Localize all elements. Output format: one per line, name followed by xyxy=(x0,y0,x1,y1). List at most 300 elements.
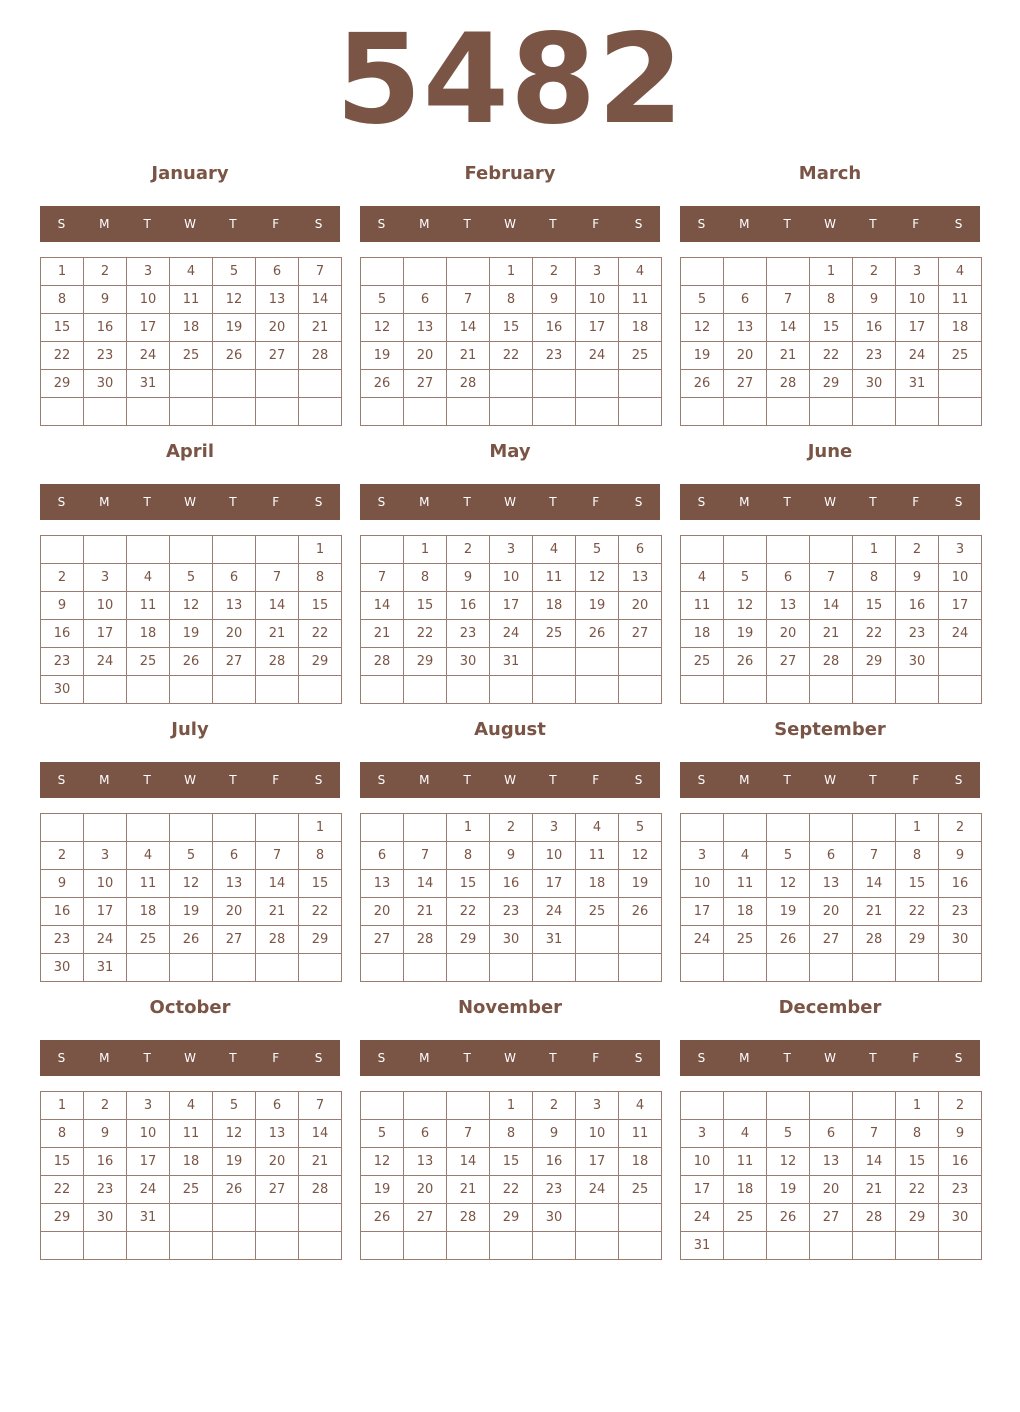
day-cell: 22 xyxy=(299,620,342,648)
day-cell: 7 xyxy=(299,1092,342,1120)
empty-day-cell xyxy=(256,676,299,704)
week-row xyxy=(681,370,982,398)
week-row xyxy=(681,286,982,314)
day-cell: 16 xyxy=(853,314,896,342)
weekday-label: M xyxy=(739,495,750,509)
day-cell: 20 xyxy=(810,1176,853,1204)
month-name: January xyxy=(151,163,229,184)
week-row xyxy=(681,648,982,676)
weekday-label: S xyxy=(314,217,323,231)
day-cell: 14 xyxy=(404,870,447,898)
week-row xyxy=(41,1176,342,1204)
day-cell: 29 xyxy=(896,926,939,954)
month-name: November xyxy=(457,997,563,1018)
day-cell: 12 xyxy=(361,314,404,342)
empty-day-cell xyxy=(213,536,256,564)
weekday-label: T xyxy=(783,495,791,509)
day-cell: 19 xyxy=(767,1176,810,1204)
day-cell: 11 xyxy=(681,592,724,620)
day-cell: 15 xyxy=(41,314,84,342)
day-cell: 18 xyxy=(533,592,576,620)
empty-day-cell xyxy=(576,954,619,982)
day-cell: 29 xyxy=(490,1204,533,1232)
day-grid xyxy=(680,535,982,704)
week-row xyxy=(41,1232,342,1260)
day-cell: 16 xyxy=(447,592,490,620)
empty-day-cell xyxy=(576,648,619,676)
week-row xyxy=(361,1120,662,1148)
empty-day-cell xyxy=(490,1232,533,1260)
day-cell: 27 xyxy=(810,926,853,954)
day-cell: 4 xyxy=(724,1120,767,1148)
day-cell: 26 xyxy=(213,342,256,370)
empty-day-cell xyxy=(41,536,84,564)
day-cell: 19 xyxy=(361,1176,404,1204)
day-cell: 17 xyxy=(127,1148,170,1176)
weekday-label: T xyxy=(143,1051,151,1065)
empty-day-cell xyxy=(404,814,447,842)
day-cell: 7 xyxy=(361,564,404,592)
weekday-label: F xyxy=(592,217,600,231)
empty-day-cell xyxy=(619,1204,662,1232)
empty-day-cell xyxy=(767,676,810,704)
empty-day-cell xyxy=(361,258,404,286)
day-cell: 16 xyxy=(939,1148,982,1176)
day-cell: 18 xyxy=(619,1148,662,1176)
day-cell: 1 xyxy=(896,814,939,842)
day-cell: 16 xyxy=(41,898,84,926)
empty-day-cell xyxy=(127,536,170,564)
weekday-label: S xyxy=(634,217,643,231)
empty-day-cell xyxy=(724,954,767,982)
day-cell: 4 xyxy=(619,1092,662,1120)
day-cell: 21 xyxy=(767,342,810,370)
weekday-label: S xyxy=(314,495,323,509)
day-cell: 28 xyxy=(447,1204,490,1232)
day-cell: 5 xyxy=(213,258,256,286)
empty-day-cell xyxy=(681,536,724,564)
day-cell: 29 xyxy=(896,1204,939,1232)
empty-day-cell xyxy=(896,954,939,982)
week-row xyxy=(41,536,342,564)
day-cell: 22 xyxy=(404,620,447,648)
weekday-label: S xyxy=(57,773,66,787)
weekday-label: T xyxy=(783,773,791,787)
day-cell: 7 xyxy=(256,564,299,592)
day-cell: 8 xyxy=(41,286,84,314)
empty-day-cell xyxy=(170,536,213,564)
week-row xyxy=(41,954,342,982)
weekday-label: T xyxy=(549,495,557,509)
weekday-label: S xyxy=(954,217,963,231)
day-cell: 16 xyxy=(84,314,127,342)
empty-day-cell xyxy=(84,676,127,704)
day-cell: 14 xyxy=(447,1148,490,1176)
month-name: September xyxy=(774,719,886,740)
day-cell: 17 xyxy=(939,592,982,620)
empty-day-cell xyxy=(619,954,662,982)
day-cell: 1 xyxy=(404,536,447,564)
empty-day-cell xyxy=(724,814,767,842)
day-cell: 15 xyxy=(404,592,447,620)
day-cell: 20 xyxy=(213,898,256,926)
day-cell: 23 xyxy=(533,342,576,370)
day-cell: 10 xyxy=(681,870,724,898)
day-cell: 17 xyxy=(681,1176,724,1204)
week-row xyxy=(41,370,342,398)
week-row xyxy=(681,1232,982,1260)
empty-day-cell xyxy=(533,370,576,398)
weekday-label: T xyxy=(143,773,151,787)
empty-day-cell xyxy=(939,370,982,398)
day-cell: 2 xyxy=(41,842,84,870)
weekday-label: W xyxy=(504,217,516,231)
week-row xyxy=(41,564,342,592)
day-cell: 29 xyxy=(447,926,490,954)
empty-day-cell xyxy=(576,398,619,426)
day-cell: 12 xyxy=(767,870,810,898)
day-cell: 28 xyxy=(299,342,342,370)
day-cell: 14 xyxy=(810,592,853,620)
day-cell: 27 xyxy=(256,1176,299,1204)
weekday-header xyxy=(680,484,980,520)
month-april xyxy=(40,436,340,706)
day-cell: 21 xyxy=(256,898,299,926)
month-may xyxy=(360,436,660,706)
empty-day-cell xyxy=(299,676,342,704)
empty-day-cell xyxy=(490,954,533,982)
day-cell: 25 xyxy=(170,342,213,370)
weekday-label: T xyxy=(549,773,557,787)
week-row xyxy=(41,870,342,898)
empty-day-cell xyxy=(681,954,724,982)
day-cell: 10 xyxy=(84,592,127,620)
week-row xyxy=(681,536,982,564)
day-cell: 1 xyxy=(853,536,896,564)
weekday-label: T xyxy=(783,1051,791,1065)
weekday-label: F xyxy=(272,217,280,231)
day-cell: 23 xyxy=(490,898,533,926)
week-row xyxy=(361,564,662,592)
day-cell: 14 xyxy=(299,1120,342,1148)
week-row xyxy=(361,954,662,982)
day-cell: 2 xyxy=(84,258,127,286)
day-cell: 29 xyxy=(404,648,447,676)
empty-day-cell xyxy=(767,536,810,564)
day-cell: 28 xyxy=(853,926,896,954)
day-cell: 21 xyxy=(404,898,447,926)
empty-day-cell xyxy=(810,1232,853,1260)
weekday-label: W xyxy=(824,495,836,509)
day-cell: 6 xyxy=(256,258,299,286)
day-cell: 29 xyxy=(299,926,342,954)
empty-day-cell xyxy=(533,648,576,676)
empty-day-cell xyxy=(681,258,724,286)
day-cell: 13 xyxy=(810,870,853,898)
week-row xyxy=(361,1232,662,1260)
empty-day-cell xyxy=(939,648,982,676)
day-cell: 7 xyxy=(447,286,490,314)
day-cell: 13 xyxy=(256,1120,299,1148)
week-row xyxy=(41,398,342,426)
day-cell: 4 xyxy=(533,536,576,564)
month-name: May xyxy=(489,441,531,462)
day-cell: 30 xyxy=(939,926,982,954)
day-cell: 17 xyxy=(896,314,939,342)
day-cell: 16 xyxy=(41,620,84,648)
empty-day-cell xyxy=(490,370,533,398)
day-cell: 8 xyxy=(490,286,533,314)
month-july xyxy=(40,714,340,984)
day-cell: 11 xyxy=(127,592,170,620)
empty-day-cell xyxy=(490,398,533,426)
day-cell: 9 xyxy=(84,1120,127,1148)
weekday-label: T xyxy=(869,217,877,231)
month-name: June xyxy=(807,441,853,462)
day-cell: 7 xyxy=(767,286,810,314)
weekday-label: T xyxy=(229,773,237,787)
day-cell: 24 xyxy=(127,342,170,370)
day-cell: 20 xyxy=(361,898,404,926)
day-cell: 30 xyxy=(447,648,490,676)
empty-day-cell xyxy=(533,676,576,704)
week-row xyxy=(41,592,342,620)
day-cell: 23 xyxy=(41,648,84,676)
empty-day-cell xyxy=(724,258,767,286)
weekday-label: F xyxy=(592,1051,600,1065)
day-grid xyxy=(40,257,342,426)
week-row xyxy=(41,1204,342,1232)
week-row xyxy=(361,314,662,342)
day-cell: 26 xyxy=(213,1176,256,1204)
day-cell: 5 xyxy=(724,564,767,592)
day-cell: 10 xyxy=(576,286,619,314)
day-cell: 26 xyxy=(361,1204,404,1232)
day-cell: 10 xyxy=(84,870,127,898)
weekday-header xyxy=(40,484,340,520)
day-cell: 18 xyxy=(724,898,767,926)
empty-day-cell xyxy=(853,954,896,982)
weekday-header xyxy=(360,1040,660,1076)
day-cell: 12 xyxy=(681,314,724,342)
day-cell: 3 xyxy=(490,536,533,564)
day-cell: 23 xyxy=(939,898,982,926)
day-cell: 16 xyxy=(939,870,982,898)
weekday-label: T xyxy=(549,1051,557,1065)
week-row xyxy=(681,1148,982,1176)
day-cell: 28 xyxy=(361,648,404,676)
day-cell: 16 xyxy=(490,870,533,898)
empty-day-cell xyxy=(767,954,810,982)
weekday-label: S xyxy=(697,773,706,787)
week-row xyxy=(41,1148,342,1176)
week-row xyxy=(681,926,982,954)
day-cell: 14 xyxy=(767,314,810,342)
day-cell: 15 xyxy=(299,592,342,620)
day-cell: 1 xyxy=(299,814,342,842)
empty-day-cell xyxy=(213,1232,256,1260)
empty-day-cell xyxy=(170,1232,213,1260)
weekday-label: F xyxy=(272,773,280,787)
day-cell: 22 xyxy=(853,620,896,648)
weekday-label: W xyxy=(184,217,196,231)
day-cell: 2 xyxy=(533,258,576,286)
weekday-label: F xyxy=(272,495,280,509)
empty-day-cell xyxy=(619,370,662,398)
weekday-label: S xyxy=(697,495,706,509)
day-cell: 1 xyxy=(490,258,533,286)
empty-day-cell xyxy=(299,1204,342,1232)
day-cell: 18 xyxy=(127,898,170,926)
day-cell: 31 xyxy=(681,1232,724,1260)
empty-day-cell xyxy=(299,954,342,982)
day-cell: 9 xyxy=(853,286,896,314)
day-cell: 24 xyxy=(939,620,982,648)
day-cell: 2 xyxy=(896,536,939,564)
weekday-label: S xyxy=(954,773,963,787)
empty-day-cell xyxy=(939,954,982,982)
empty-day-cell xyxy=(299,1232,342,1260)
empty-day-cell xyxy=(767,1232,810,1260)
day-cell: 22 xyxy=(490,1176,533,1204)
day-cell: 1 xyxy=(299,536,342,564)
day-cell: 27 xyxy=(619,620,662,648)
day-cell: 19 xyxy=(576,592,619,620)
day-cell: 7 xyxy=(404,842,447,870)
day-cell: 6 xyxy=(213,564,256,592)
day-cell: 4 xyxy=(724,842,767,870)
weekday-label: F xyxy=(592,773,600,787)
day-cell: 12 xyxy=(619,842,662,870)
day-cell: 6 xyxy=(404,286,447,314)
empty-day-cell xyxy=(404,258,447,286)
weekday-label: W xyxy=(504,495,516,509)
empty-day-cell xyxy=(724,1232,767,1260)
day-cell: 26 xyxy=(681,370,724,398)
day-cell: 16 xyxy=(533,314,576,342)
day-cell: 17 xyxy=(533,870,576,898)
day-cell: 10 xyxy=(896,286,939,314)
day-grid xyxy=(360,1091,662,1260)
weekday-label: M xyxy=(419,1051,430,1065)
day-cell: 11 xyxy=(533,564,576,592)
empty-day-cell xyxy=(170,814,213,842)
day-cell: 15 xyxy=(853,592,896,620)
day-cell: 30 xyxy=(41,954,84,982)
empty-day-cell xyxy=(576,676,619,704)
day-cell: 20 xyxy=(213,620,256,648)
day-cell: 18 xyxy=(681,620,724,648)
weekday-label: T xyxy=(229,495,237,509)
day-cell: 1 xyxy=(41,1092,84,1120)
day-cell: 25 xyxy=(724,1204,767,1232)
day-cell: 18 xyxy=(170,1148,213,1176)
day-cell: 25 xyxy=(127,926,170,954)
day-cell: 5 xyxy=(576,536,619,564)
day-cell: 24 xyxy=(576,342,619,370)
day-cell: 8 xyxy=(896,1120,939,1148)
empty-day-cell xyxy=(213,370,256,398)
day-cell: 19 xyxy=(724,620,767,648)
day-cell: 3 xyxy=(533,814,576,842)
empty-day-cell xyxy=(170,954,213,982)
month-june xyxy=(680,436,980,706)
week-row xyxy=(41,314,342,342)
day-grid xyxy=(360,535,662,704)
day-cell: 26 xyxy=(619,898,662,926)
day-cell: 12 xyxy=(170,592,213,620)
day-cell: 5 xyxy=(361,1120,404,1148)
empty-day-cell xyxy=(681,814,724,842)
day-cell: 27 xyxy=(256,342,299,370)
empty-day-cell xyxy=(256,398,299,426)
day-cell: 20 xyxy=(724,342,767,370)
week-row xyxy=(361,1092,662,1120)
day-cell: 3 xyxy=(939,536,982,564)
empty-day-cell xyxy=(361,676,404,704)
month-name: March xyxy=(798,163,862,184)
day-cell: 7 xyxy=(853,842,896,870)
day-cell: 4 xyxy=(127,564,170,592)
weekday-label: S xyxy=(57,495,66,509)
day-cell: 23 xyxy=(84,1176,127,1204)
month-name: August xyxy=(474,719,546,740)
day-cell: 13 xyxy=(810,1148,853,1176)
day-cell: 21 xyxy=(853,898,896,926)
empty-day-cell xyxy=(767,258,810,286)
week-row xyxy=(681,1092,982,1120)
empty-day-cell xyxy=(213,676,256,704)
empty-day-cell xyxy=(939,398,982,426)
weekday-header xyxy=(360,484,660,520)
empty-day-cell xyxy=(361,1092,404,1120)
empty-day-cell xyxy=(256,1204,299,1232)
day-cell: 26 xyxy=(724,648,767,676)
day-cell: 28 xyxy=(447,370,490,398)
weekday-label: S xyxy=(377,773,386,787)
week-row xyxy=(361,342,662,370)
day-cell: 11 xyxy=(619,1120,662,1148)
day-cell: 23 xyxy=(853,342,896,370)
day-cell: 3 xyxy=(576,258,619,286)
weekday-label: M xyxy=(99,1051,110,1065)
day-cell: 1 xyxy=(41,258,84,286)
day-cell: 27 xyxy=(213,926,256,954)
weekday-label: T xyxy=(229,217,237,231)
day-cell: 29 xyxy=(299,648,342,676)
day-cell: 19 xyxy=(213,314,256,342)
empty-day-cell xyxy=(404,398,447,426)
month-name: October xyxy=(149,997,231,1018)
day-grid xyxy=(680,1091,982,1260)
day-cell: 6 xyxy=(619,536,662,564)
empty-day-cell xyxy=(84,398,127,426)
empty-day-cell xyxy=(404,954,447,982)
day-cell: 19 xyxy=(767,898,810,926)
day-cell: 10 xyxy=(127,286,170,314)
empty-day-cell xyxy=(213,814,256,842)
day-cell: 16 xyxy=(533,1148,576,1176)
day-cell: 15 xyxy=(447,870,490,898)
day-cell: 28 xyxy=(810,648,853,676)
day-cell: 25 xyxy=(939,342,982,370)
empty-day-cell xyxy=(853,676,896,704)
week-row xyxy=(681,1204,982,1232)
day-cell: 22 xyxy=(299,898,342,926)
empty-day-cell xyxy=(724,536,767,564)
week-row xyxy=(41,286,342,314)
empty-day-cell xyxy=(127,676,170,704)
